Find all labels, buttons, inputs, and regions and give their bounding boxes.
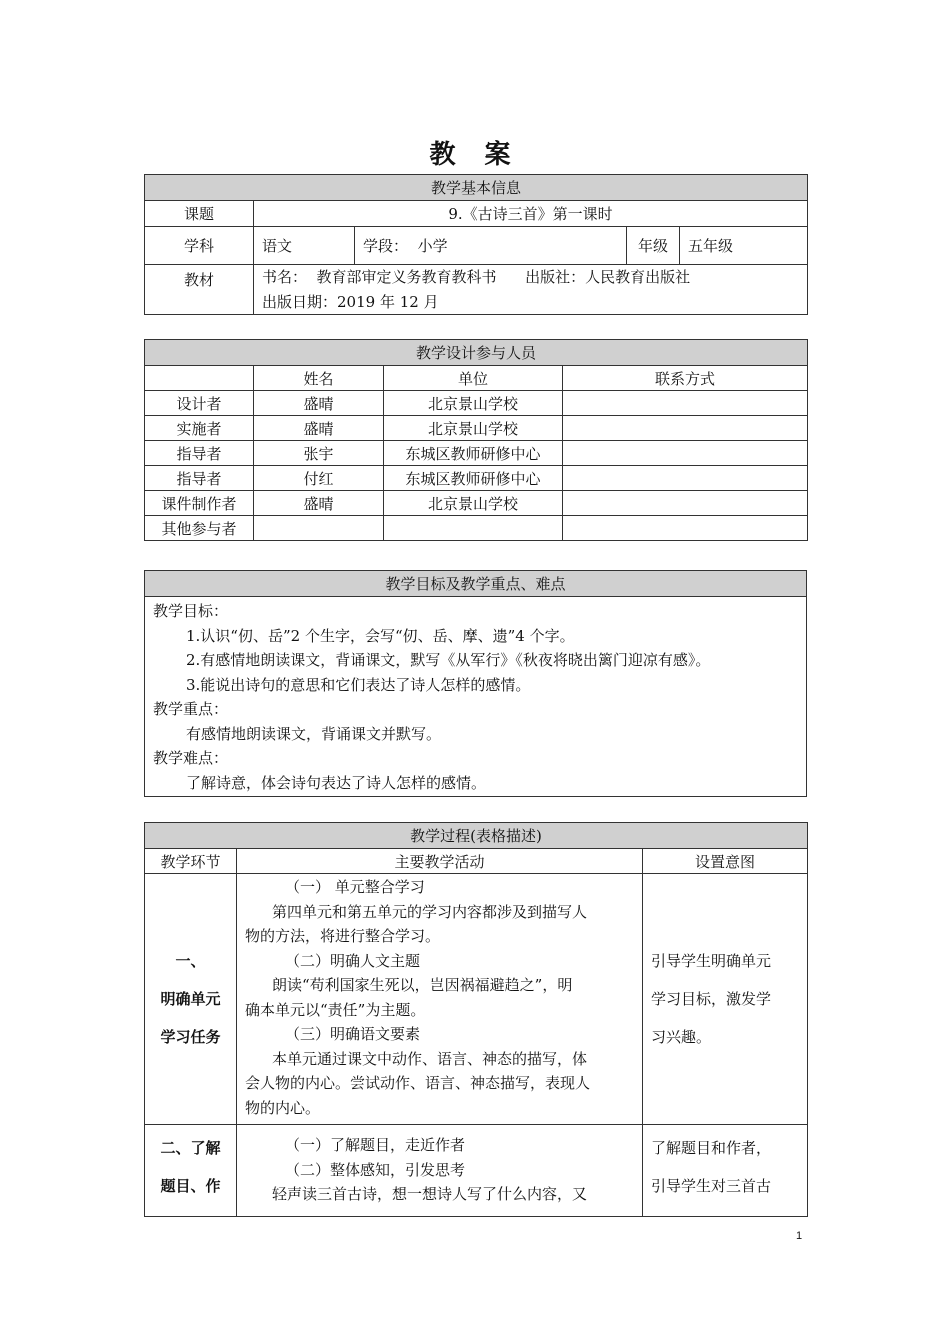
- basic-info-header: 教学基本信息: [145, 175, 808, 201]
- unit-cell: 北京景山学校: [384, 391, 563, 416]
- activity-line: 会人物的内心。尝试动作、语言、神态描写，表现人: [245, 1074, 591, 1092]
- stage-label: 学段：: [363, 237, 409, 255]
- unit-cell: 东城区教师研修中心: [384, 466, 563, 491]
- intent-line: 了解题目和作者，: [651, 1139, 772, 1157]
- name-cell: 张宇: [254, 441, 384, 466]
- basic-info-table: [144, 174, 808, 315]
- activity-cell: [237, 1125, 643, 1217]
- unit-cell: 东城区教师研修中心: [384, 441, 563, 466]
- stage-line: 二、了解: [160, 1139, 221, 1157]
- grade-value: 五年级: [680, 227, 808, 265]
- table-row: [145, 391, 808, 416]
- grade-label: 年级: [627, 227, 680, 265]
- table-row: [145, 516, 808, 541]
- activity-line: （三）明确语文要素: [285, 1025, 421, 1043]
- unit-cell: 北京景山学校: [384, 491, 563, 516]
- col-unit: 单位: [384, 366, 563, 391]
- activity-cell: [237, 874, 643, 1125]
- contact-cell: [563, 466, 808, 491]
- col-name: 姓名: [254, 366, 384, 391]
- intent-line: 学习目标，激发学: [651, 990, 772, 1008]
- stage-line: 学习任务: [160, 1028, 221, 1046]
- material-line-1: 书名： 教育部审定义务教育教科书 出版社：人民教育出版社: [262, 268, 691, 286]
- col-contact: 联系方式: [563, 366, 808, 391]
- unit-cell: [384, 516, 563, 541]
- table-row: [145, 491, 808, 516]
- col-intent: 设置意图: [643, 849, 808, 874]
- stage-line: 一、: [175, 952, 206, 970]
- role-cell: 设计者: [145, 391, 254, 416]
- stage-cell: [145, 874, 237, 1125]
- name-cell: 付红: [254, 466, 384, 491]
- table-row: [145, 441, 808, 466]
- activity-line: 第四单元和第五单元的学习内容都涉及到描写人: [272, 902, 588, 921]
- activity-line: 朗读“苟利国家生死以，岂因祸福避趋之”，明: [272, 976, 573, 994]
- intent-line: 引导学生对三首古: [651, 1177, 772, 1195]
- role-cell: 实施者: [145, 416, 254, 441]
- stage-cell: [145, 1125, 237, 1217]
- topic-label: 课题: [145, 201, 254, 227]
- unit-cell: 北京景山学校: [384, 416, 563, 441]
- contact-cell: [563, 441, 808, 466]
- goal-item: 2.有感情地朗读课文，背诵课文，默写《从军行》《秋夜将晓出篱门迎凉有感》。: [186, 651, 711, 669]
- col-role: [145, 366, 254, 391]
- goals-table: [144, 570, 807, 797]
- goal-item: 3.能说出诗句的意思和它们表达了诗人怎样的感情。: [186, 675, 531, 694]
- name-cell: 盛晴: [254, 416, 384, 441]
- stage-value: 小学: [417, 237, 448, 255]
- name-cell: 盛晴: [254, 391, 384, 416]
- role-cell: 课件制作者: [145, 491, 254, 516]
- contact-cell: [563, 491, 808, 516]
- difficult-label: 教学难点：: [153, 749, 229, 767]
- activity-line: 确本单元以“责任”为主题。: [245, 1000, 426, 1019]
- stage-line: 题目、作: [160, 1177, 221, 1195]
- activity-line: （二）明确人文主题: [285, 951, 421, 970]
- role-cell: 指导者: [145, 441, 254, 466]
- process-table: [144, 822, 808, 1217]
- subject-value: 语文: [254, 227, 355, 265]
- key-label: 教学重点：: [153, 700, 229, 718]
- goal-label: 教学目标：: [153, 602, 229, 620]
- role-cell: 指导者: [145, 466, 254, 491]
- page-number: 1: [796, 1230, 803, 1242]
- col-activity: 主要教学活动: [237, 849, 643, 874]
- participants-header: 教学设计参与人员: [145, 340, 808, 366]
- table-row: [145, 416, 808, 441]
- goal-item: 1.认识“仞、岳”2 个生字，会写“仞、岳、摩、遗”4 个字。: [186, 626, 575, 645]
- activity-line: （一） 单元整合学习: [285, 878, 425, 896]
- intent-line: 习兴趣。: [651, 1028, 712, 1046]
- topic-value: 9.《古诗三首》第一课时: [254, 201, 808, 227]
- subject-label: 学科: [145, 227, 254, 265]
- activity-line: 物的内心。: [245, 1098, 321, 1117]
- goals-body: [145, 597, 807, 797]
- difficult-text: 了解诗意，体会诗句表达了诗人怎样的感情。: [186, 773, 487, 792]
- intent-line: 引导学生明确单元: [651, 952, 772, 970]
- table-row: [145, 874, 808, 1125]
- stage-line: 明确单元: [160, 990, 221, 1008]
- table-row: [145, 466, 808, 491]
- role-cell: 其他参与者: [145, 516, 254, 541]
- activity-line: 物的方法，将进行整合学习。: [245, 927, 441, 945]
- activity-line: （二）整体感知，引发思考: [285, 1160, 466, 1179]
- table-row: [145, 1125, 808, 1217]
- key-text: 有感情地朗读课文，背诵课文并默写。: [186, 724, 442, 743]
- material-line-2: 出版日期：2019 年 12 月: [262, 292, 439, 311]
- intent-cell: [643, 874, 808, 1125]
- goals-header: 教学目标及教学重点、难点: [145, 571, 807, 597]
- intent-cell: [643, 1125, 808, 1217]
- activity-line: 本单元通过课文中动作、语言、神态的描写，体: [272, 1049, 588, 1068]
- activity-line: （一）了解题目，走近作者: [285, 1136, 466, 1154]
- material-label: 教材: [145, 265, 254, 315]
- contact-cell: [563, 416, 808, 441]
- col-stage: 教学环节: [145, 849, 237, 874]
- document-title: 教 案: [429, 140, 521, 170]
- material-cell: [254, 265, 808, 315]
- stage-cell: [355, 227, 627, 265]
- name-cell: [254, 516, 384, 541]
- contact-cell: [563, 391, 808, 416]
- contact-cell: [563, 516, 808, 541]
- process-header: 教学过程(表格描述): [145, 823, 808, 849]
- name-cell: 盛晴: [254, 491, 384, 516]
- participants-table: [144, 339, 808, 541]
- activity-line: 轻声读三首古诗，想一想诗人写了什么内容，又: [272, 1185, 588, 1203]
